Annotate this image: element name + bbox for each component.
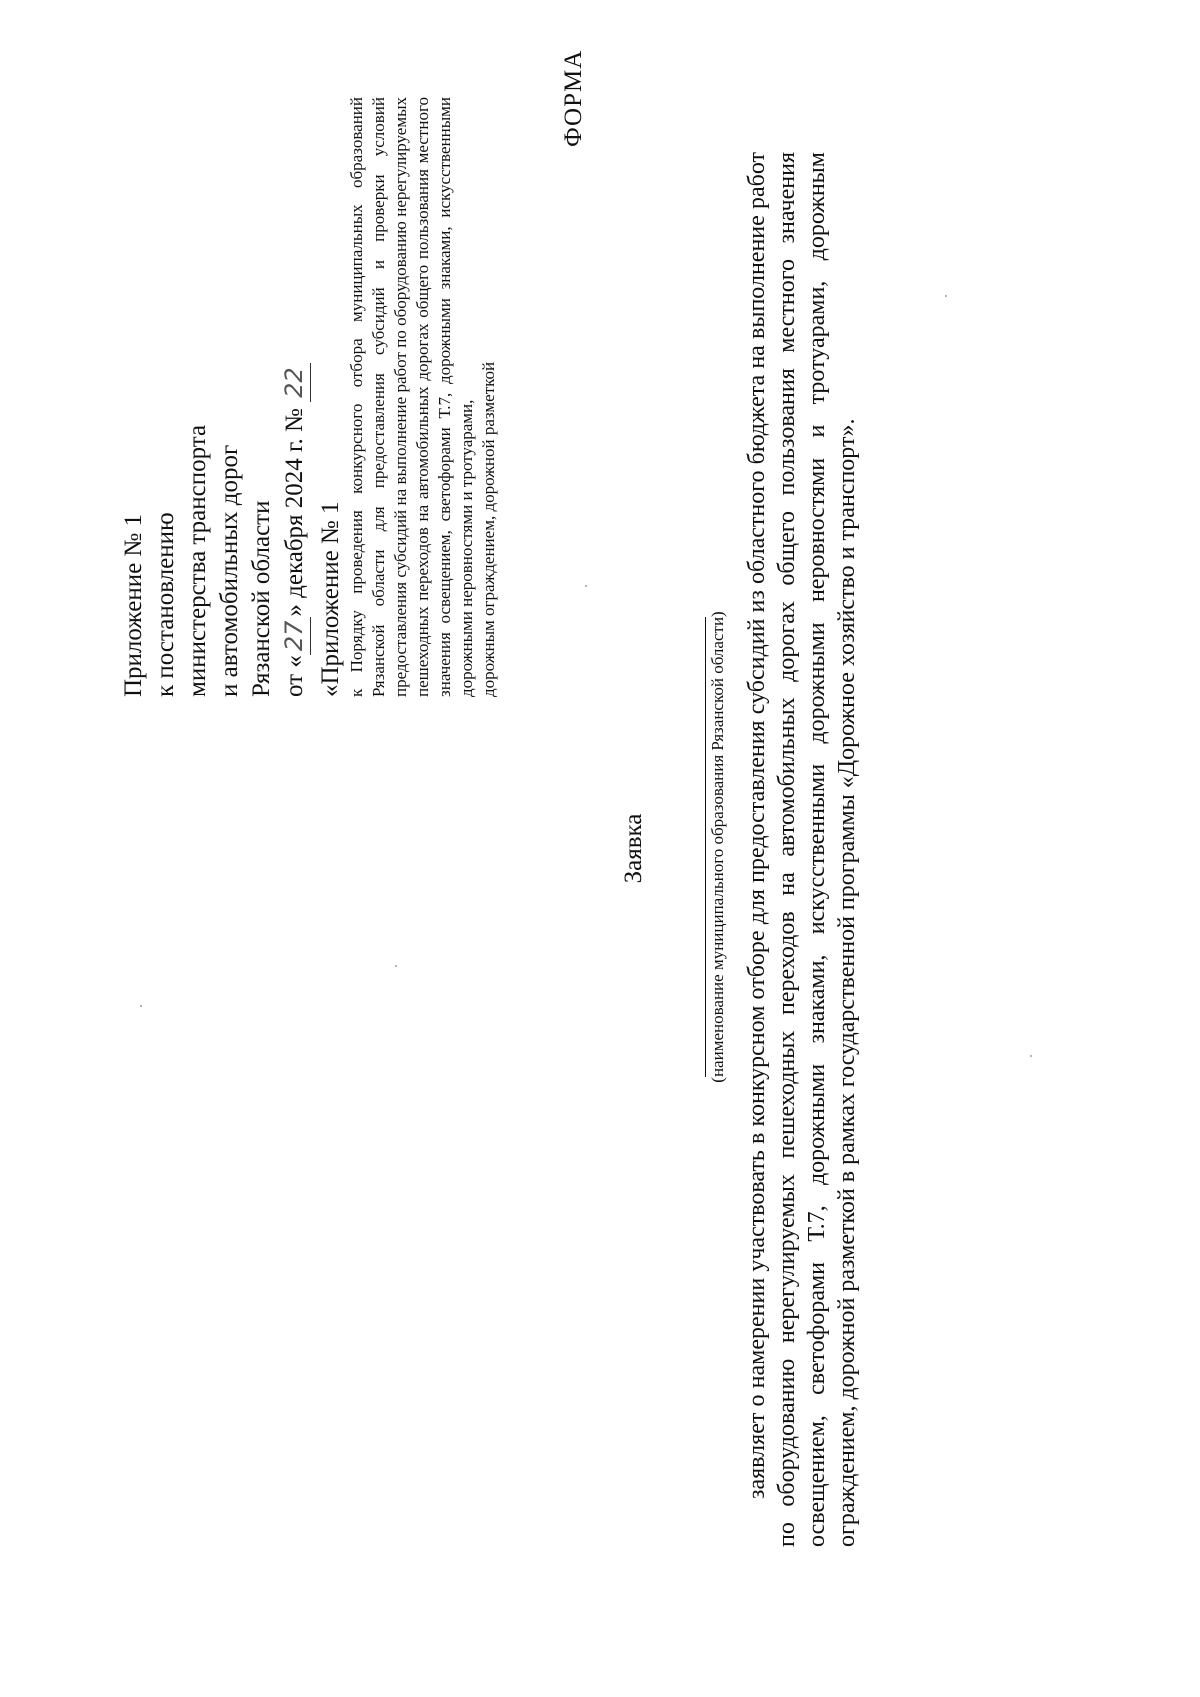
order-appendix-body: к Порядку проведения конкурсного отбора муниципальных образований Рязанской области для предоставления субсидий и проверки условий предоставления субсидий на выполнение работ по оборудованию нерегулируемых пешеходных переходов на автомобильных дорогах общего пользования местного значения освещением, светофорами Т.7, дорожными знаками, искусственными дорожными неровностями и тротуарами, [347, 97, 476, 697]
appendix-region-line: Рязанской области [248, 500, 275, 697]
date-prefix: от « [281, 655, 308, 697]
date-middle: » декабря 2024 г. № [281, 408, 308, 617]
appendix-roads-line: и автомобильных дорог [216, 444, 243, 697]
order-appendix-text [346, 97, 500, 697]
handwritten-number: 22 [278, 363, 311, 402]
scan-speck [1030, 1055, 1032, 1057]
municipality-caption: (наименование муниципального образования Рязанской области) [708, 611, 727, 1083]
scan-speck [395, 965, 397, 967]
application-body: заявляет о намерении участвовать в конкурсном отборе для предоставления субсидий из областного бюджета на выполнение работ по оборудованию нерегулируемых пешеходных переходов на автомобильных дорогах общего пользования местного значения освещением, светофорами Т.7, дорожными знаками, искусственными дорожными неровностями и тротуарами, дорожным ограждением, дорожной разметкой в рамках государственной программы «Дорожное хозяйство и транспорт». [744, 152, 860, 1547]
scan-speck [585, 585, 587, 587]
order-appendix-title: «Приложение № 1 [317, 501, 344, 697]
appendix-ref-line: к постановлению [152, 512, 179, 697]
order-appendix-block [316, 97, 500, 697]
handwritten-day: 27 [278, 617, 311, 656]
scan-speck [945, 295, 947, 297]
appendix-number: Приложение № 1 [120, 513, 147, 697]
scan-speck [140, 1005, 142, 1007]
order-appendix-last-line: дорожным ограждением, дорожной разметкой [479, 361, 498, 697]
appendix-ministry-line: министерства транспорта [184, 424, 211, 697]
municipality-fill-line [705, 617, 706, 1077]
application-title: Заявка [620, 813, 647, 884]
form-label: ФОРМА [560, 49, 587, 147]
appendix-date-line [278, 97, 311, 697]
appendix-header [118, 97, 311, 697]
